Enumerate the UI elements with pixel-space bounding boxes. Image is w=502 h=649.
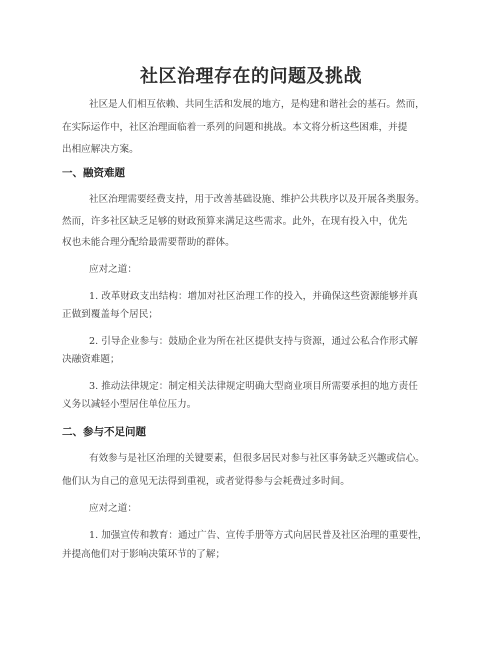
section1-solution-2-line-2: 决融资难题； [62,354,120,365]
section1-solutions-label: 应对之道： [89,264,137,275]
section2-solutions-label: 应对之道： [89,503,137,514]
section2-solution-1-line-1: 1. 加强宣传和教育：通过广告、宣传手册等方式向居民普及社区治理的重要性， [89,530,428,541]
section1-solution-3-line-2: 义务以减轻小型居住单位压力。 [62,399,197,410]
section1-paragraph-line-1: 社区治理需要经费支持，用于改善基础设施、维护公共秩序以及开展各类服务。 [89,194,425,205]
section1-paragraph-line-2: 然而，许多社区缺乏足够的财政预算来满足这些需求。此外，在现有投入中，优先 [62,216,408,227]
page-title: 社区治理存在的问题及挑战 [140,66,362,87]
section1-solution-2-line-1: 2. 引导企业参与：鼓励企业为所在社区提供支持与资源，通过公私合作形式解 [89,336,418,347]
section2-paragraph-line-1: 有效参与是社区治理的关键要素，但很多居民对参与社区事务缺乏兴趣或信心。 [89,453,425,464]
section1-solution-3-line-1: 3. 推动法律规定：制定相关法律规定明确大型商业项目所需要承担的地方责任 [89,381,418,392]
section-heading-2: 二、参与不足问题 [62,426,146,438]
section1-solution-1-line-1: 1. 改革财政支出结构：增加对社区治理工作的投入，并确保这些资源能够并真 [89,291,418,302]
section2-solution-1-line-2: 并提高他们对于影响决策环节的了解； [62,549,226,560]
intro-line-1: 社区是人们相互依赖、共同生活和发展的地方，是构建和谐社会的基石。然而， [89,99,425,110]
intro-line-2: 在实际运作中，社区治理面临着一系列的问题和挑战。本文将分析这些困难，并提 [62,122,408,133]
intro-line-3: 出相应解决方案。 [62,144,139,155]
section2-paragraph-line-2: 他们认为自己的意见无法得到重视，或者觉得参与会耗费过多时间。 [62,476,350,487]
section-heading-1: 一、融资难题 [62,167,125,179]
section1-solution-1-line-2: 正做到覆盖每个居民； [62,309,158,320]
section1-paragraph-line-3: 权也未能合理分配给最需要帮助的群体。 [62,237,235,248]
